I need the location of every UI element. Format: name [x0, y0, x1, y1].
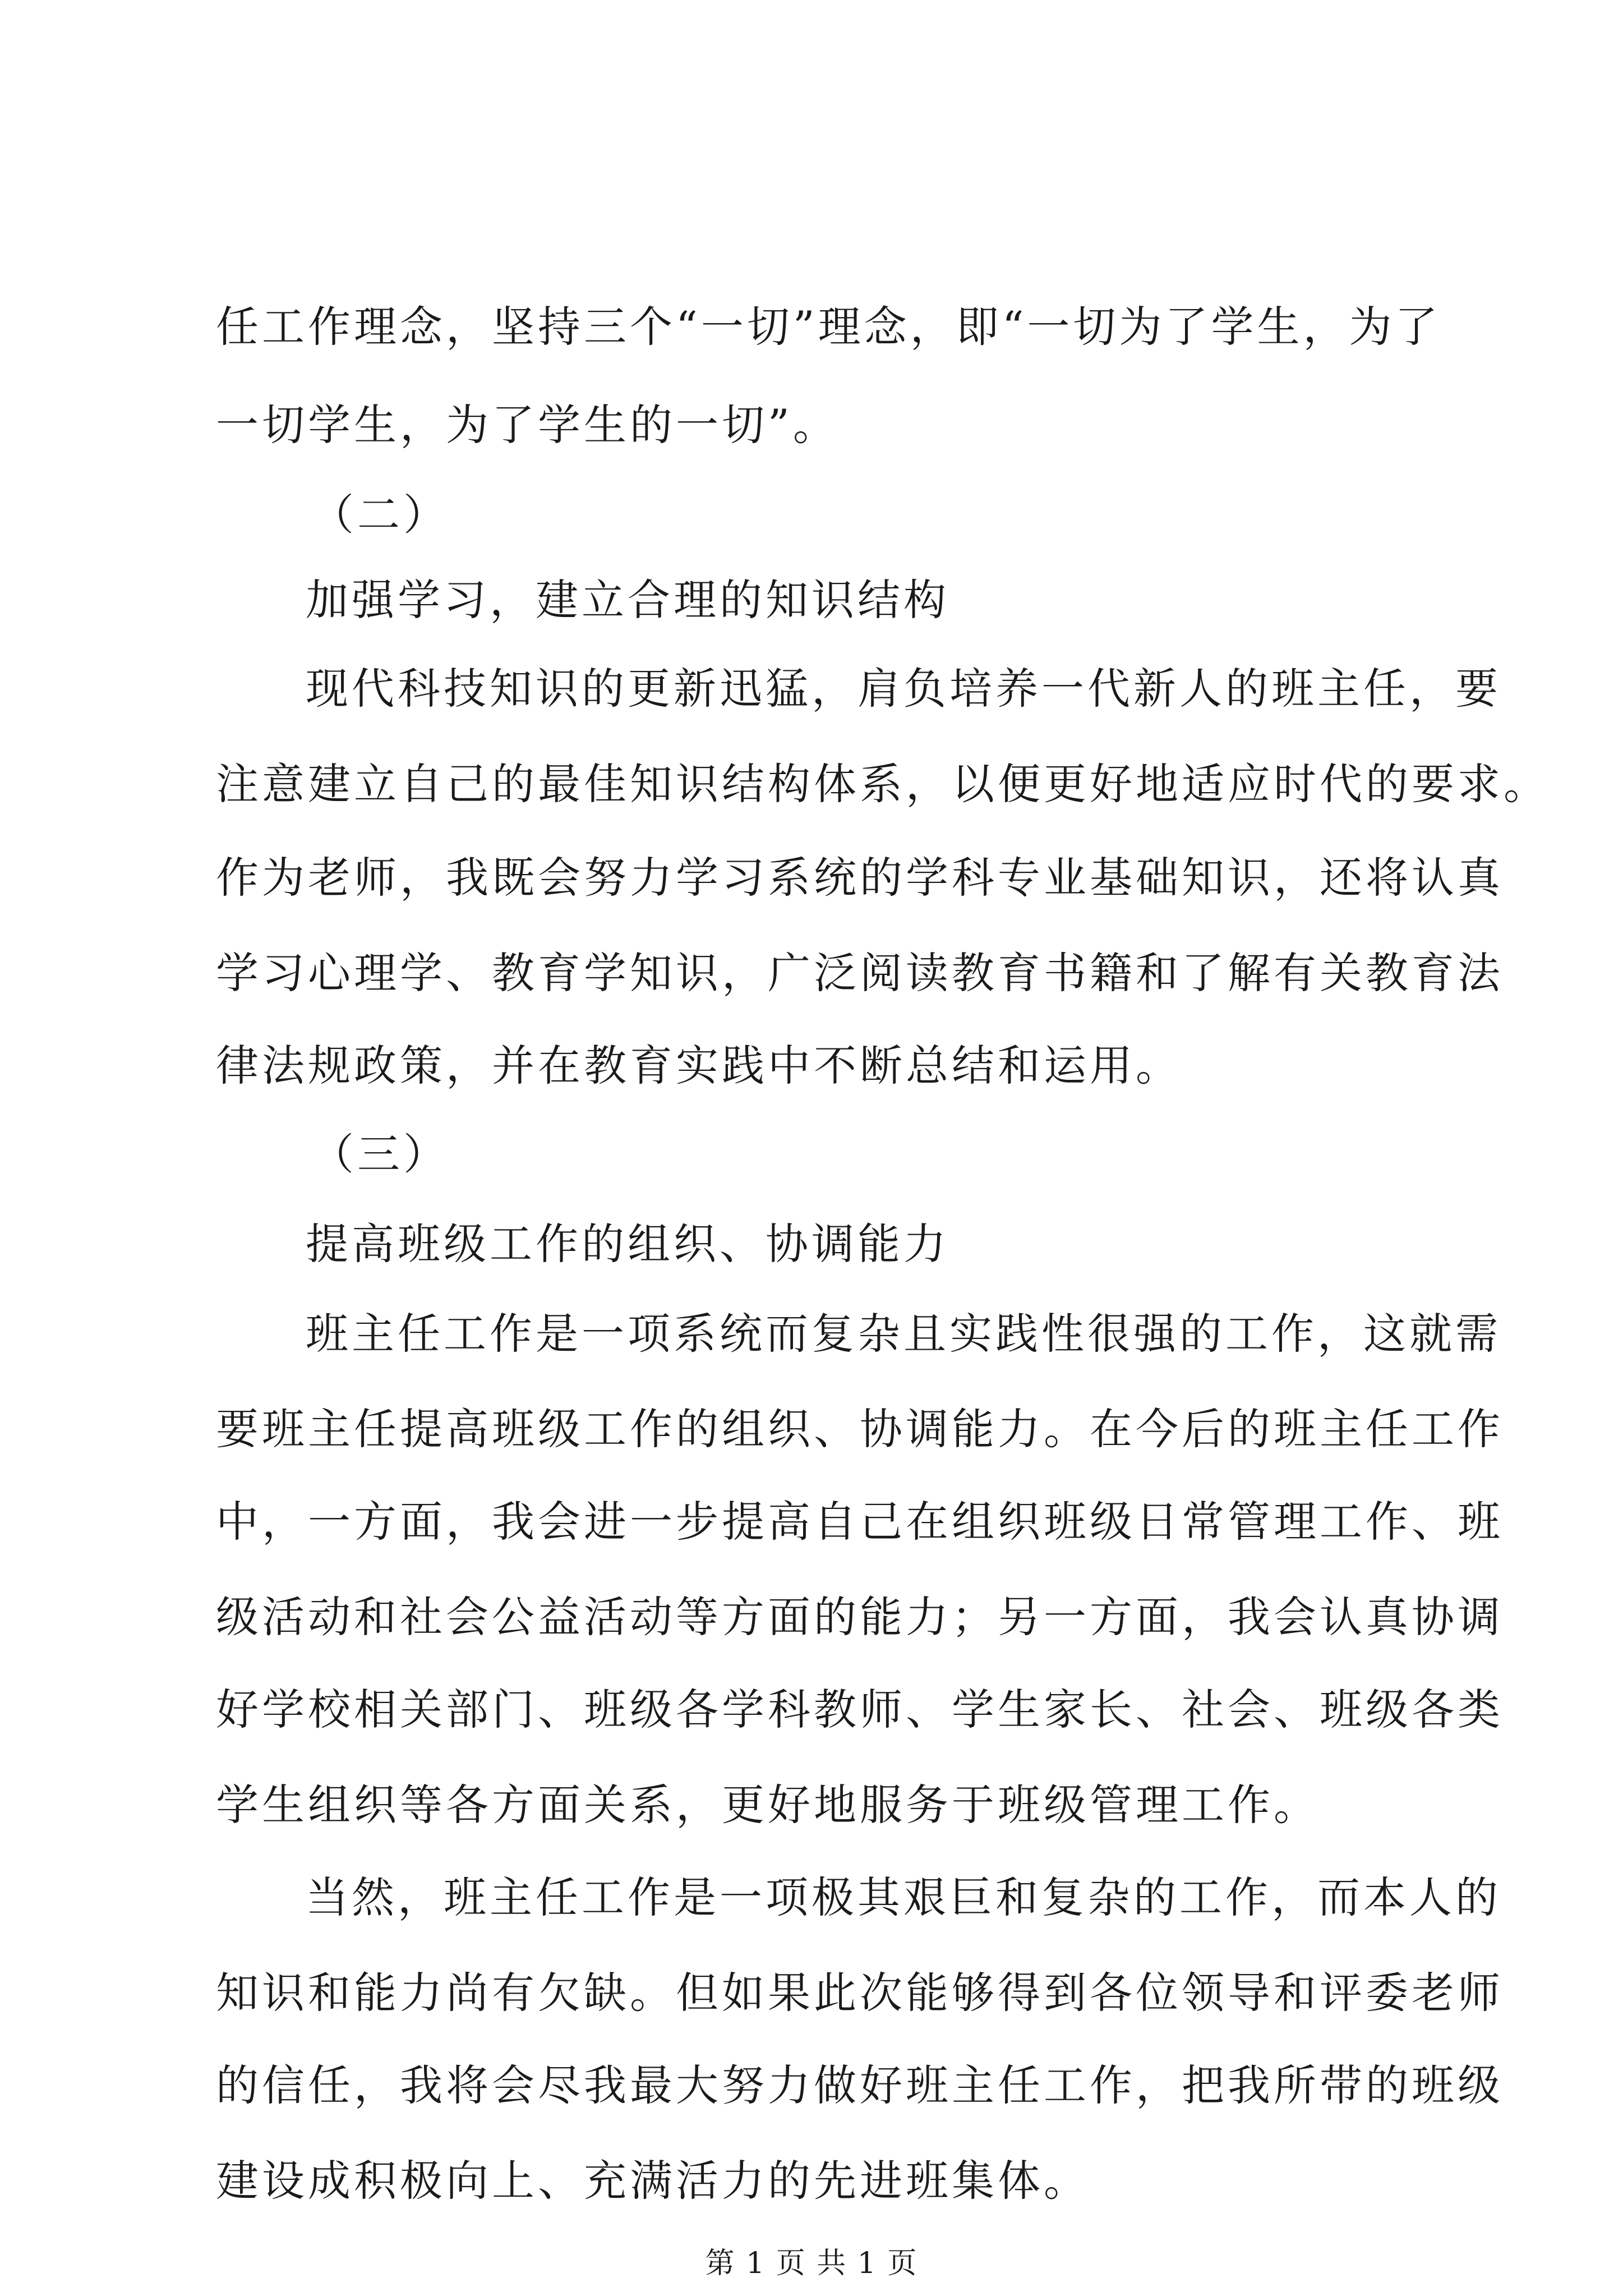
- paragraph-line-7: 作为老师，我既会努力学习系统的学科专业基础知识，还将认真: [216, 853, 1504, 903]
- section-number-2: （二）: [311, 490, 449, 540]
- paragraph-line-9: 律法规政策，并在教育实践中不断总结和运用。: [216, 1041, 1182, 1091]
- paragraph-line-5: 现代科技知识的更新迅猛，肩负培养一代新人的班主任，要: [306, 664, 1501, 714]
- paragraph-line-6: 注意建立自己的最佳知识结构体系，以便更好地适应时代的要求。: [216, 759, 1550, 809]
- paragraph-line-1: 任工作理念，坚持三个“一切”理念，即“一切为了学生，为了: [216, 302, 1441, 352]
- paragraph-line-14: 中，一方面，我会进一步提高自己在组织班级日常管理工作、班: [216, 1497, 1504, 1547]
- paragraph-line-12: 班主任工作是一项系统而复杂且实践性很强的工作，这就需: [306, 1309, 1501, 1359]
- paragraph-line-21: 建设成积极向上、充满活力的先进班集体。: [216, 2156, 1090, 2206]
- page-footer: 第 1 页 共 1 页: [705, 2247, 918, 2280]
- paragraph-line-8: 学习心理学、教育学知识，广泛阅读教育书籍和了解有关教育法: [216, 948, 1504, 998]
- paragraph-line-20: 的信任，我将会尽我最大努力做好班主任工作，把我所带的班级: [216, 2060, 1504, 2110]
- paragraph-line-18: 当然，班主任工作是一项极其艰巨和复杂的工作，而本人的: [306, 1872, 1501, 1922]
- paragraph-line-13: 要班主任提高班级工作的组织、协调能力。在今后的班主任工作: [216, 1404, 1504, 1454]
- paragraph-line-19: 知识和能力尚有欠缺。但如果此次能够得到各位领导和评委老师: [216, 1968, 1504, 2018]
- paragraph-line-15: 级活动和社会公益活动等方面的能力；另一方面，我会认真协调: [216, 1592, 1504, 1642]
- section-heading-3: 提高班级工作的组织、协调能力: [306, 1219, 949, 1269]
- section-number-3: （三）: [311, 1129, 449, 1179]
- paragraph-line-17: 学生组织等各方面关系，更好地服务于班级管理工作。: [216, 1780, 1320, 1830]
- paragraph-line-2: 一切学生，为了学生的一切”。: [216, 400, 839, 450]
- section-heading-2: 加强学习，建立合理的知识结构: [306, 575, 949, 625]
- paragraph-line-16: 好学校相关部门、班级各学科教师、学生家长、社会、班级各类: [216, 1685, 1504, 1734]
